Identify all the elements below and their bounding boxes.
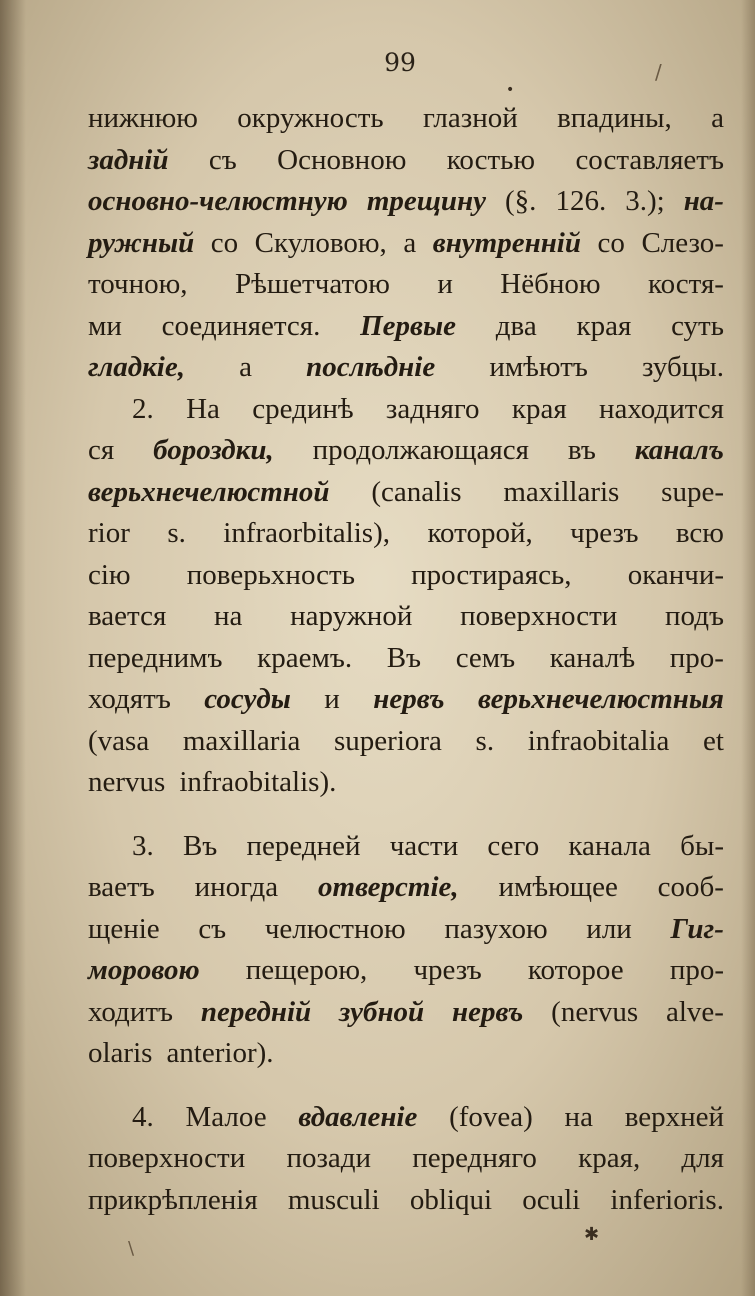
word: поверьхность (186, 558, 355, 591)
word: inferioris. (610, 1183, 724, 1216)
word: ходятъ (88, 683, 171, 715)
word: канала (568, 829, 651, 862)
word: краемъ. (257, 641, 353, 674)
word: чрезъ (570, 517, 639, 549)
word: чрезъ (413, 954, 482, 986)
emphasized-word: ружный (88, 226, 195, 259)
emphasized-word: нервъ (452, 995, 524, 1028)
paragraph (88, 98, 724, 389)
text-line (88, 472, 724, 514)
emphasized-word: сосуды (204, 683, 291, 715)
word: или (586, 912, 632, 945)
word: (nervus (551, 995, 639, 1028)
emphasized-word: нервъ (373, 683, 445, 715)
word: 3.); (625, 185, 665, 217)
word: костя- (647, 268, 724, 300)
word: поверхности (460, 600, 618, 632)
text-line (88, 513, 724, 555)
emphasized-word: задній (88, 143, 169, 176)
word: которое (527, 954, 624, 986)
emphasized-word: верьхнечелюстной (88, 475, 330, 508)
word: сего (487, 829, 540, 862)
pencil-tick-mark: \ (128, 1238, 135, 1259)
word: подъ (665, 600, 724, 632)
word: и (437, 268, 453, 300)
word: передней (246, 829, 361, 862)
word: rior (88, 517, 130, 549)
word: про- (669, 641, 724, 674)
word: верхней (624, 1100, 724, 1133)
word: s. (167, 517, 186, 549)
emphasized-word: бороздки, (153, 434, 274, 466)
text-line (88, 389, 724, 431)
emphasized-word: на- (683, 185, 724, 217)
emphasized-word: основно-челюстную (88, 185, 348, 217)
word: края, (578, 1142, 641, 1174)
word: костью (446, 143, 536, 176)
word: задняго (385, 392, 480, 425)
emphasized-word: внутренній (432, 226, 581, 259)
word: для (681, 1142, 724, 1174)
word: пазухою (444, 912, 548, 945)
word: составляетъ (575, 143, 724, 176)
word: точною, (88, 268, 188, 300)
text-line (88, 950, 724, 992)
word: окружность (237, 102, 384, 134)
word: въ (567, 434, 596, 466)
word: superiora (334, 724, 442, 757)
word: впадины, (557, 102, 672, 134)
text-line (88, 721, 724, 763)
word: Слезо- (641, 226, 724, 259)
word: (§. (505, 185, 537, 217)
text-line (88, 1033, 724, 1075)
word: infraobitalis). (179, 766, 337, 798)
word: съ (198, 912, 227, 945)
word: ваетъ (88, 871, 155, 903)
word: alve- (665, 995, 724, 1028)
paragraph-gap (88, 804, 724, 826)
text-line (88, 555, 724, 597)
word: anterior). (166, 1037, 274, 1069)
word: пещерою, (245, 954, 368, 986)
word: на (564, 1100, 593, 1133)
word: nervus (88, 766, 166, 798)
word: глазной (423, 102, 518, 134)
text-line (88, 181, 724, 223)
word: Въ (386, 641, 422, 674)
word: 4. (132, 1100, 154, 1133)
word: На (186, 392, 220, 425)
word: прикрѣпленія (88, 1183, 258, 1216)
word: et (703, 724, 724, 757)
word: соединяется. (161, 309, 321, 342)
word: позади (286, 1142, 372, 1174)
word: ся (88, 434, 115, 466)
word: olaris (88, 1037, 153, 1069)
word: oculi (522, 1183, 581, 1216)
text-line (88, 638, 724, 680)
word: наружной (290, 600, 413, 632)
emphasized-word: трещину (366, 185, 486, 217)
emphasized-word: гладкіе, (88, 351, 185, 383)
word: имѣютъ (489, 351, 588, 383)
word: 2. (132, 392, 154, 425)
word: и (324, 683, 340, 715)
word: которой, (427, 517, 533, 549)
word: передняго (412, 1142, 537, 1174)
word: щеніе (88, 912, 160, 945)
text-line (88, 596, 724, 638)
word: два (495, 309, 537, 342)
emphasized-word: зубной (339, 995, 425, 1028)
word: продолжающаяся (312, 434, 529, 466)
text-line (88, 1180, 724, 1222)
word: 126. (555, 185, 607, 217)
word: края (511, 392, 567, 425)
text-line (88, 347, 724, 389)
word: musculi (287, 1183, 380, 1216)
word: всю (675, 517, 724, 549)
word: сооб- (657, 871, 724, 903)
word: зубцы. (642, 351, 724, 383)
word: Рѣшетчатою (234, 268, 390, 300)
paragraph-gap (88, 1075, 724, 1097)
word: s. (475, 724, 495, 757)
text-line (88, 762, 724, 804)
text-line (88, 264, 724, 306)
body-text (88, 98, 724, 1221)
text-line (88, 306, 724, 348)
page-spine-shadow (0, 0, 26, 1296)
word: maxillaris (503, 475, 620, 508)
printer-ornament-mark: ✱ (584, 1224, 600, 1245)
pencil-slash-mark: / (655, 60, 662, 84)
word: про- (669, 954, 724, 986)
text-line (88, 826, 724, 868)
word: имѣющее (498, 871, 618, 903)
emphasized-word: каналъ (634, 434, 724, 466)
word: семъ (455, 641, 516, 674)
word: иногда (194, 871, 279, 903)
text-line (88, 909, 724, 951)
word: оканчи- (627, 558, 724, 591)
page-edge-shadow (741, 0, 755, 1296)
word: а (239, 351, 252, 383)
word: простираясь, (411, 558, 572, 591)
word: ми (88, 309, 122, 342)
paragraph (88, 826, 724, 1075)
word: supe- (661, 475, 724, 508)
word: obliqui (409, 1183, 493, 1216)
word: срединѣ (252, 392, 354, 425)
word: нижнюю (88, 102, 198, 134)
text-line (88, 1138, 724, 1180)
word: Въ (182, 829, 218, 862)
emphasized-word: вдавленіе (298, 1100, 418, 1133)
emphasized-word: Первые (360, 309, 457, 342)
page-number: 99 (384, 48, 416, 77)
text-line (88, 992, 724, 1034)
emphasized-word: послѣдніе (306, 351, 436, 383)
text-line (88, 430, 724, 472)
word: infraobitalia (527, 724, 670, 757)
text-line (88, 140, 724, 182)
word: (vasa (88, 724, 150, 757)
word: infraorbitalis), (223, 517, 390, 549)
word: со (597, 226, 625, 259)
text-line (88, 223, 724, 265)
emphasized-word: верьхнечелюстныя (478, 683, 724, 715)
word: части (389, 829, 459, 862)
word: Нёбною (500, 268, 601, 300)
text-line (88, 867, 724, 909)
word: находится (598, 392, 724, 425)
paragraph (88, 389, 724, 804)
word: Малое (185, 1100, 267, 1133)
emphasized-word: отверстіе, (318, 871, 459, 903)
word: а (403, 226, 417, 259)
word: Основною (277, 143, 407, 176)
word: поверхности (88, 1142, 246, 1174)
word: а (711, 102, 724, 134)
word: съ (208, 143, 237, 176)
word: переднимъ (88, 641, 223, 674)
ink-dot-mark: • (506, 82, 515, 98)
emphasized-word: Гиг- (670, 912, 724, 945)
word: (fovea) (449, 1100, 533, 1133)
word: сію (88, 558, 131, 591)
text-line (88, 1097, 724, 1139)
word: maxillaria (182, 724, 301, 757)
word: края (576, 309, 632, 342)
word: челюстною (264, 912, 406, 945)
word: суть (671, 309, 724, 342)
text-line (88, 98, 724, 140)
word: каналѣ (549, 641, 636, 674)
emphasized-word: передній (200, 995, 312, 1028)
word: ходитъ (88, 995, 174, 1028)
word: со (210, 226, 239, 259)
word: вается (88, 600, 167, 632)
text-line (88, 679, 724, 721)
word: 3. (132, 829, 154, 862)
emphasized-word: моровою (88, 954, 200, 986)
word: на (214, 600, 243, 632)
paragraph (88, 1097, 724, 1222)
word: бы- (680, 829, 724, 862)
word: Скуловою, (254, 226, 387, 259)
word: (canalis (371, 475, 462, 508)
